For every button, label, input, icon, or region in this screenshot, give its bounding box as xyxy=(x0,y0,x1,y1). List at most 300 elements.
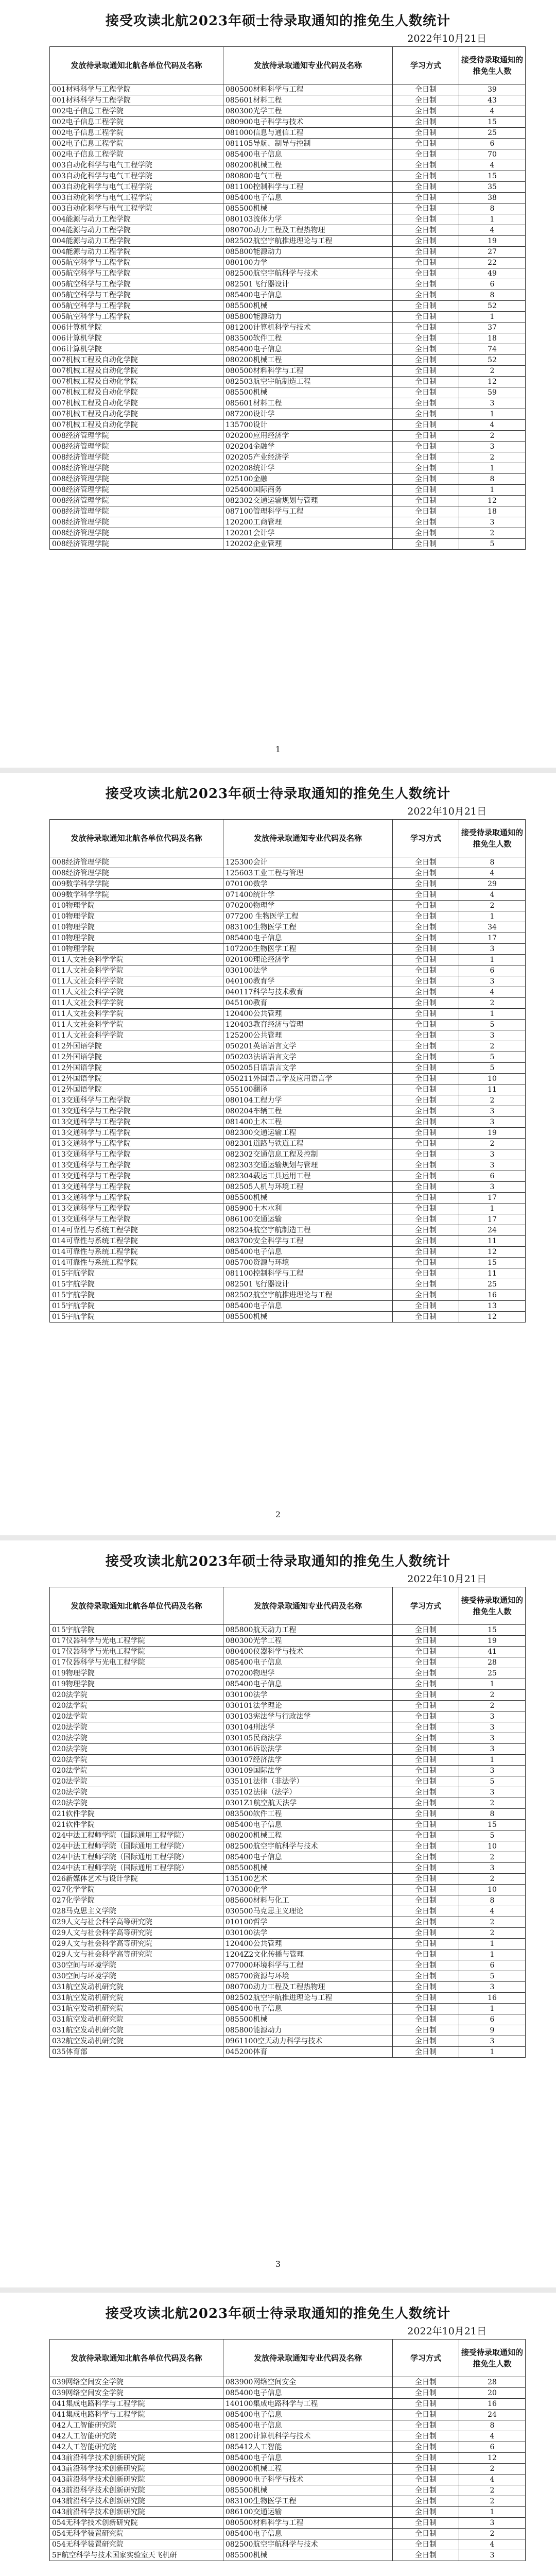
cell-count: 2 xyxy=(459,366,526,377)
cell-study-mode: 全日制 xyxy=(393,1668,459,1679)
cell-study-mode: 全日制 xyxy=(393,890,459,901)
cell-major: 087200设计学 xyxy=(223,409,393,420)
cell-count: 2 xyxy=(459,2485,526,2496)
table-row xyxy=(50,1312,526,1323)
header-major: 发放待录取通知专业代码及名称 xyxy=(223,1587,393,1625)
cell-major: 085601材料工程 xyxy=(223,95,393,106)
cell-unit: 032航空发动机研究院 xyxy=(50,2036,223,2047)
cell-unit: 012外国语学院 xyxy=(50,1063,223,1074)
cell-unit: 005航空科学与工程学院 xyxy=(50,290,223,301)
cell-count: 17 xyxy=(459,1214,526,1225)
cell-study-mode: 全日制 xyxy=(393,1722,459,1733)
cell-major: 120400公共管理 xyxy=(223,1939,393,1950)
cell-count: 12 xyxy=(459,377,526,387)
cell-unit: 009数学科学学院 xyxy=(50,879,223,890)
cell-unit: 030空间与环境学院 xyxy=(50,1960,223,1971)
cell-unit: 042人工智能研究院 xyxy=(50,2420,223,2431)
cell-major: 080900电子科学与技术 xyxy=(223,117,393,128)
cell-study-mode: 全日制 xyxy=(393,2529,459,2539)
cell-major: 085400电子信息 xyxy=(223,149,393,160)
cell-study-mode: 全日制 xyxy=(393,1625,459,1636)
table-row xyxy=(50,247,526,258)
table-row xyxy=(50,95,526,106)
table-row xyxy=(50,420,526,431)
header-major: 发放待录取通知专业代码及名称 xyxy=(223,2340,393,2377)
table-row xyxy=(50,496,526,506)
table-row xyxy=(50,2475,526,2485)
table-row xyxy=(50,1106,526,1117)
cell-study-mode: 全日制 xyxy=(393,1863,459,1874)
header-unit: 发放待录取通知北航各单位代码及名称 xyxy=(50,2340,223,2377)
cell-major: 030100法学 xyxy=(223,965,393,976)
cell-count: 1 xyxy=(459,2047,526,2058)
cell-study-mode: 全日制 xyxy=(393,2453,459,2464)
table-row xyxy=(50,1625,526,1636)
cell-unit: 013交通科学与工程学院 xyxy=(50,1171,223,1182)
cell-major: 125603工业工程与管理 xyxy=(223,868,393,879)
table-row xyxy=(50,1149,526,1160)
cell-study-mode: 全日制 xyxy=(393,1744,459,1755)
cell-count: 2 xyxy=(459,998,526,1009)
cell-study-mode: 全日制 xyxy=(393,1084,459,1095)
cell-unit: 027化学学院 xyxy=(50,1895,223,1906)
table-row xyxy=(50,2529,526,2539)
cell-unit: 012外国语学院 xyxy=(50,1041,223,1052)
table-row xyxy=(50,355,526,366)
cell-major: 020100理论经济学 xyxy=(223,955,393,965)
cell-count: 10 xyxy=(459,1841,526,1852)
cell-unit: 003自动化科学与电气工程学院 xyxy=(50,160,223,171)
cell-unit: 013交通科学与工程学院 xyxy=(50,1149,223,1160)
cell-unit: 028马克思主义学院 xyxy=(50,1906,223,1917)
cell-unit: 007机械工程及自动化学院 xyxy=(50,366,223,377)
table-row xyxy=(50,2036,526,2047)
cell-study-mode: 全日制 xyxy=(393,258,459,268)
cell-unit: 015宇航学院 xyxy=(50,1312,223,1323)
header-count: 接受待录取通知的推免生人数 xyxy=(459,47,526,84)
cell-major: 0961100空天动力科学与技术 xyxy=(223,2036,393,2047)
table-row xyxy=(50,965,526,976)
cell-count: 6 xyxy=(459,1960,526,1971)
table-header-row xyxy=(50,1587,526,1625)
table-row xyxy=(50,312,526,323)
cell-major: 085400电子信息 xyxy=(223,2388,393,2399)
cell-unit: 020法学院 xyxy=(50,1722,223,1733)
header-study-mode: 学习方式 xyxy=(393,2340,459,2377)
document-title: 接受攻读北航2023年硕士待录取通知的推免生人数统计 xyxy=(105,1554,451,1569)
cell-study-mode: 全日制 xyxy=(393,1106,459,1117)
table-row xyxy=(50,1236,526,1247)
table-row xyxy=(50,2025,526,2036)
cell-study-mode: 全日制 xyxy=(393,1139,459,1149)
table-row xyxy=(50,301,526,312)
cell-unit: 014可靠性与系统工程学院 xyxy=(50,1236,223,1247)
cell-study-mode: 全日制 xyxy=(393,95,459,106)
table-row xyxy=(50,1214,526,1225)
cell-major: 140100集成电路科学与工程 xyxy=(223,2399,393,2410)
table-row xyxy=(50,398,526,409)
cell-count: 11 xyxy=(459,1236,526,1247)
cell-study-mode: 全日制 xyxy=(393,517,459,528)
cell-major: 085600材料与化工 xyxy=(223,1895,393,1906)
table-row xyxy=(50,2496,526,2507)
cell-unit: 043前沿科学技术创新研究院 xyxy=(50,2507,223,2518)
table-row xyxy=(50,149,526,160)
cell-major: 085400电子信息 xyxy=(223,1247,393,1258)
cell-major: 120200工商管理 xyxy=(223,517,393,528)
cell-major: 085412人工智能 xyxy=(223,2442,393,2453)
cell-count: 3 xyxy=(459,1766,526,1776)
cell-unit: 008经济管理学院 xyxy=(50,539,223,550)
table-row xyxy=(50,868,526,879)
table-row xyxy=(50,204,526,214)
table-row xyxy=(50,2453,526,2464)
cell-unit: 006计算机学院 xyxy=(50,344,223,355)
cell-count: 16 xyxy=(459,2399,526,2410)
table-row xyxy=(50,2047,526,2058)
cell-count: 5 xyxy=(459,1063,526,1074)
cell-study-mode: 全日制 xyxy=(393,290,459,301)
cell-study-mode: 全日制 xyxy=(393,1030,459,1041)
cell-count: 6 xyxy=(459,2442,526,2453)
cell-study-mode: 全日制 xyxy=(393,1074,459,1084)
cell-major: 085400电子信息 xyxy=(223,1679,393,1690)
cell-major: 082504航空宇航制造工程 xyxy=(223,1225,393,1236)
cell-study-mode: 全日制 xyxy=(393,1755,459,1766)
cell-study-mode: 全日制 xyxy=(393,1874,459,1885)
cell-major: 080103流体力学 xyxy=(223,214,393,225)
cell-count: 1 xyxy=(459,1755,526,1766)
table-row xyxy=(50,1982,526,1993)
cell-unit: 008经济管理学院 xyxy=(50,442,223,452)
document-page-2 xyxy=(0,773,556,1535)
table-row xyxy=(50,1636,526,1647)
cell-study-mode: 全日制 xyxy=(393,323,459,333)
cell-count: 10 xyxy=(459,1074,526,1084)
cell-count: 12 xyxy=(459,2453,526,2464)
cell-count: 4 xyxy=(459,225,526,236)
table-row xyxy=(50,225,526,236)
cell-major: 030105民商法学 xyxy=(223,1733,393,1744)
cell-unit: 013交通科学与工程学院 xyxy=(50,1106,223,1117)
table-row xyxy=(50,879,526,890)
cell-study-mode: 全日制 xyxy=(393,1160,459,1171)
cell-major: 085400电子信息 xyxy=(223,2529,393,2539)
cell-unit: 020法学院 xyxy=(50,1744,223,1755)
table-row xyxy=(50,1906,526,1917)
cell-count: 28 xyxy=(459,1657,526,1668)
table-row xyxy=(50,1084,526,1095)
cell-study-mode: 全日制 xyxy=(393,117,459,128)
cell-unit: 014可靠性与系统工程学院 xyxy=(50,1247,223,1258)
cell-study-mode: 全日制 xyxy=(393,1852,459,1863)
cell-unit: 020法学院 xyxy=(50,1701,223,1711)
cell-study-mode: 全日制 xyxy=(393,1063,459,1074)
cell-study-mode: 全日制 xyxy=(393,301,459,312)
table-row xyxy=(50,1755,526,1766)
table-row xyxy=(50,1063,526,1074)
table-row xyxy=(50,1204,526,1214)
cell-unit: 008经济管理学院 xyxy=(50,474,223,485)
cell-unit: 031航空发动机研究院 xyxy=(50,2004,223,2014)
table-row xyxy=(50,344,526,355)
cell-study-mode: 全日制 xyxy=(393,1279,459,1290)
cell-count: 17 xyxy=(459,1193,526,1204)
cell-major: 120201会计学 xyxy=(223,528,393,539)
cell-count: 17 xyxy=(459,933,526,944)
cell-major: 082501飞行器设计 xyxy=(223,1279,393,1290)
cell-count: 1 xyxy=(459,1009,526,1020)
header-count: 接受待录取通知的推免生人数 xyxy=(459,1587,526,1625)
cell-count: 15 xyxy=(459,1820,526,1831)
cell-major: 025400国际商务 xyxy=(223,485,393,496)
cell-unit: 007机械工程及自动化学院 xyxy=(50,398,223,409)
cell-unit: 008经济管理学院 xyxy=(50,463,223,474)
cell-study-mode: 全日制 xyxy=(393,1950,459,1960)
table-row xyxy=(50,922,526,933)
cell-count: 4 xyxy=(459,987,526,998)
table-row xyxy=(50,1831,526,1841)
cell-study-mode: 全日制 xyxy=(393,1733,459,1744)
cell-count: 19 xyxy=(459,236,526,247)
table-row xyxy=(50,1247,526,1258)
enrollment-table xyxy=(49,1587,526,2058)
cell-count: 1 xyxy=(459,955,526,965)
cell-study-mode: 全日制 xyxy=(393,998,459,1009)
cell-count: 59 xyxy=(459,387,526,398)
cell-study-mode: 全日制 xyxy=(393,2036,459,2047)
cell-unit: 020法学院 xyxy=(50,1733,223,1744)
cell-unit: 042人工智能研究院 xyxy=(50,2431,223,2442)
cell-major: 045100教育 xyxy=(223,998,393,1009)
cell-count: 22 xyxy=(459,258,526,268)
table-row xyxy=(50,1041,526,1052)
cell-unit: 003自动化科学与电气工程学院 xyxy=(50,171,223,182)
cell-study-mode: 全日制 xyxy=(393,409,459,420)
cell-major: 085500机械 xyxy=(223,1193,393,1204)
cell-study-mode: 全日制 xyxy=(393,139,459,149)
table-row xyxy=(50,1744,526,1755)
cell-count: 43 xyxy=(459,95,526,106)
cell-count: 16 xyxy=(459,1993,526,2004)
cell-count: 9 xyxy=(459,2025,526,2036)
cell-study-mode: 全日制 xyxy=(393,377,459,387)
header-unit: 发放待录取通知北航各单位代码及名称 xyxy=(50,1587,223,1625)
cell-major: 125300会计 xyxy=(223,857,393,868)
cell-major: 030101法学理论 xyxy=(223,1701,393,1711)
cell-study-mode: 全日制 xyxy=(393,247,459,258)
cell-study-mode: 全日制 xyxy=(393,1766,459,1776)
cell-major: 082500航空宇航科学与技术 xyxy=(223,268,393,279)
cell-unit: 001材料科学与工程学院 xyxy=(50,84,223,95)
cell-unit: 011人文社会科学学院 xyxy=(50,1009,223,1020)
cell-study-mode: 全日制 xyxy=(393,442,459,452)
cell-major: 020204金融学 xyxy=(223,442,393,452)
cell-study-mode: 全日制 xyxy=(393,214,459,225)
table-row xyxy=(50,1171,526,1182)
cell-study-mode: 全日制 xyxy=(393,2539,459,2550)
cell-count: 2 xyxy=(459,528,526,539)
cell-major: 085400电子信息 xyxy=(223,1820,393,1831)
table-row xyxy=(50,377,526,387)
cell-count: 3 xyxy=(459,1117,526,1128)
cell-unit: 043前沿科学技术创新研究院 xyxy=(50,2453,223,2464)
cell-study-mode: 全日制 xyxy=(393,2475,459,2485)
cell-study-mode: 全日制 xyxy=(393,1225,459,1236)
cell-count: 25 xyxy=(459,1668,526,1679)
cell-unit: 013交通科学与工程学院 xyxy=(50,1193,223,1204)
table-row xyxy=(50,442,526,452)
cell-unit: 010物理学院 xyxy=(50,933,223,944)
table-row xyxy=(50,463,526,474)
document-date: 2022年10月21日 xyxy=(407,33,486,44)
table-row xyxy=(50,452,526,463)
cell-unit: 010物理学院 xyxy=(50,901,223,911)
cell-unit: 007机械工程及自动化学院 xyxy=(50,420,223,431)
cell-study-mode: 全日制 xyxy=(393,398,459,409)
table-row xyxy=(50,236,526,247)
cell-count: 20 xyxy=(459,2388,526,2399)
cell-count: 2 xyxy=(459,2496,526,2507)
cell-study-mode: 全日制 xyxy=(393,2399,459,2410)
cell-count: 15 xyxy=(459,1625,526,1636)
cell-unit: 012外国语学院 xyxy=(50,1052,223,1063)
cell-major: 081400土木工程 xyxy=(223,1117,393,1128)
cell-count: 15 xyxy=(459,171,526,182)
cell-study-mode: 全日制 xyxy=(393,1117,459,1128)
cell-major: 085500机械 xyxy=(223,2550,393,2561)
cell-major: 120400公共管理 xyxy=(223,1009,393,1020)
table-row xyxy=(50,955,526,965)
cell-unit: 005航空科学与工程学院 xyxy=(50,301,223,312)
cell-unit: 5F航空科学与技术国家实验室天飞机研 xyxy=(50,2550,223,2561)
cell-study-mode: 全日制 xyxy=(393,496,459,506)
cell-study-mode: 全日制 xyxy=(393,2410,459,2420)
cell-count: 2 xyxy=(459,1041,526,1052)
table-row xyxy=(50,1095,526,1106)
cell-unit: 043前沿科学技术创新研究院 xyxy=(50,2475,223,2485)
cell-unit: 054无科学装置研究院 xyxy=(50,2539,223,2550)
cell-study-mode: 全日制 xyxy=(393,171,459,182)
cell-unit: 009数学科学学院 xyxy=(50,890,223,901)
cell-unit: 017仪器科学与光电工程学院 xyxy=(50,1647,223,1657)
table-row xyxy=(50,1820,526,1831)
cell-count: 12 xyxy=(459,1247,526,1258)
cell-major: 082503航空宇航制造工程 xyxy=(223,377,393,387)
cell-count: 3 xyxy=(459,976,526,987)
table-row xyxy=(50,1258,526,1268)
cell-count: 74 xyxy=(459,344,526,355)
table-row xyxy=(50,1139,526,1149)
cell-study-mode: 全日制 xyxy=(393,1917,459,1928)
table-row xyxy=(50,2014,526,2025)
cell-unit: 026新媒体艺术与设计学院 xyxy=(50,1874,223,1885)
cell-study-mode: 全日制 xyxy=(393,2420,459,2431)
table-row xyxy=(50,2539,526,2550)
cell-study-mode: 全日制 xyxy=(393,2047,459,2058)
cell-count: 3 xyxy=(459,1733,526,1744)
cell-unit: 020法学院 xyxy=(50,1776,223,1787)
cell-count: 4 xyxy=(459,160,526,171)
cell-study-mode: 全日制 xyxy=(393,1939,459,1950)
cell-unit: 008经济管理学院 xyxy=(50,868,223,879)
table-row xyxy=(50,998,526,1009)
cell-count: 39 xyxy=(459,84,526,95)
header-study-mode: 学习方式 xyxy=(393,820,459,857)
cell-major: 085400电子信息 xyxy=(223,2420,393,2431)
cell-study-mode: 全日制 xyxy=(393,1776,459,1787)
table-row xyxy=(50,171,526,182)
cell-unit: 005航空科学与工程学院 xyxy=(50,268,223,279)
cell-count: 8 xyxy=(459,290,526,301)
cell-unit: 029人文与社会科学高等研究院 xyxy=(50,1928,223,1939)
cell-study-mode: 全日制 xyxy=(393,1236,459,1247)
table-row xyxy=(50,911,526,922)
table-row xyxy=(50,117,526,128)
table-row xyxy=(50,1917,526,1928)
table-row xyxy=(50,431,526,442)
table-row xyxy=(50,2485,526,2496)
cell-study-mode: 全日制 xyxy=(393,474,459,485)
table-row xyxy=(50,279,526,290)
cell-unit: 019物理学院 xyxy=(50,1668,223,1679)
cell-count: 3 xyxy=(459,1030,526,1041)
cell-major: 081100控制科学与工程 xyxy=(223,182,393,193)
cell-count: 3 xyxy=(459,398,526,409)
table-row xyxy=(50,1020,526,1030)
cell-unit: 013交通科学与工程学院 xyxy=(50,1139,223,1149)
cell-unit: 011人文社会科学学院 xyxy=(50,1020,223,1030)
cell-count: 1 xyxy=(459,2507,526,2518)
cell-major: 080300光学工程 xyxy=(223,106,393,117)
cell-major: 080500材料科学与工程 xyxy=(223,84,393,95)
table-row xyxy=(50,987,526,998)
cell-major: 085601材料工程 xyxy=(223,398,393,409)
cell-study-mode: 全日制 xyxy=(393,2377,459,2388)
cell-unit: 024中法工程师学院（国际通用工程学院） xyxy=(50,1841,223,1852)
cell-major: 085400电子信息 xyxy=(223,2410,393,2420)
cell-count: 10 xyxy=(459,1885,526,1895)
table-row xyxy=(50,1052,526,1063)
cell-count: 1 xyxy=(459,1679,526,1690)
cell-major: 082302交通信息工程及控制 xyxy=(223,1149,393,1160)
cell-major: 080200机械工程 xyxy=(223,1831,393,1841)
cell-major: 081200计算机科学与技术 xyxy=(223,2431,393,2442)
cell-study-mode: 全日制 xyxy=(393,1268,459,1279)
cell-unit: 031航空发动机研究院 xyxy=(50,2025,223,2036)
cell-major: 035102法律（法学） xyxy=(223,1787,393,1798)
cell-count: 3 xyxy=(459,944,526,955)
cell-study-mode: 全日制 xyxy=(393,1636,459,1647)
cell-unit: 029人文与社会科学高等研究院 xyxy=(50,1917,223,1928)
cell-count: 38 xyxy=(459,193,526,204)
cell-study-mode: 全日制 xyxy=(393,463,459,474)
cell-unit: 011人文社会科学学院 xyxy=(50,955,223,965)
cell-count: 8 xyxy=(459,474,526,485)
enrollment-table xyxy=(49,819,526,1323)
cell-unit: 003自动化科学与电气工程学院 xyxy=(50,204,223,214)
cell-unit: 029人文与社会科学高等研究院 xyxy=(50,1950,223,1960)
cell-unit: 030空间与环境学院 xyxy=(50,1971,223,1982)
table-row xyxy=(50,1809,526,1820)
cell-major: 080200机械工程 xyxy=(223,355,393,366)
cell-unit: 014可靠性与系统工程学院 xyxy=(50,1258,223,1268)
cell-unit: 013交通科学与工程学院 xyxy=(50,1182,223,1193)
table-row xyxy=(50,2399,526,2410)
document-title: 接受攻读北航2023年硕士待录取通知的推免生人数统计 xyxy=(105,786,451,802)
cell-unit: 007机械工程及自动化学院 xyxy=(50,409,223,420)
cell-study-mode: 全日制 xyxy=(393,128,459,139)
